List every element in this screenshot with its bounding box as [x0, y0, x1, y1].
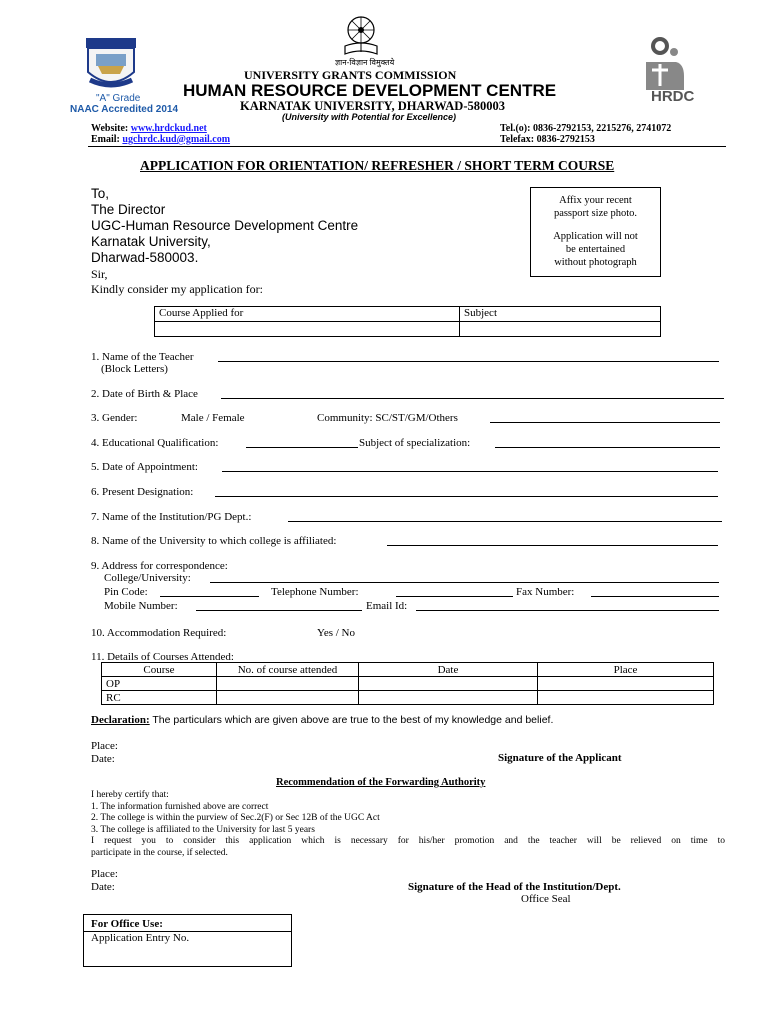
photo-box[interactable] [530, 187, 661, 277]
courses-header-date: Date [359, 663, 538, 677]
rc-place-cell[interactable] [538, 691, 714, 705]
office-seal-label: Office Seal [521, 893, 571, 905]
photo-line-1: Affix your recent [559, 195, 632, 206]
op-count-cell[interactable] [217, 677, 359, 691]
field-1-label: 1. Name of the Teacher [91, 351, 194, 363]
op-date-cell[interactable] [359, 677, 538, 691]
pin-field[interactable] [160, 596, 259, 597]
office-use-title: For Office Use: [91, 918, 163, 930]
course-row-rc: RC [102, 691, 217, 705]
address-block [91, 186, 358, 266]
website-row [91, 123, 207, 134]
qualification-field[interactable] [246, 447, 358, 448]
field-8-label: 8. Name of the University to which college is affiliated: [91, 535, 337, 547]
email-id-label: Email Id: [366, 600, 408, 612]
naac-text: NAAC Accredited 2014 [70, 104, 179, 115]
recommendation-line-4: I request you to consider this application which is necessary for his/her promotion and the teacher will be relieved on time to [91, 836, 725, 846]
hrdc-logo-text: HRDC [651, 88, 695, 105]
recommendation-line-1: 1. The information furnished above are correct [91, 801, 269, 812]
place-label-2: Place: [91, 868, 118, 880]
request-text: Kindly consider my application for: [91, 282, 263, 296]
course-row-op: OP [102, 677, 217, 691]
grade-text: "A" Grade [96, 93, 141, 104]
email-id-field[interactable] [416, 610, 719, 611]
field-3-label: 3. Gender: [91, 412, 138, 424]
community-field[interactable] [490, 422, 720, 423]
fax-label: Fax Number: [516, 586, 575, 598]
header-divider [88, 146, 726, 147]
rc-date-cell[interactable] [359, 691, 538, 705]
rc-count-cell[interactable] [217, 691, 359, 705]
address-line-1: The Director [91, 202, 166, 217]
ugc-title: UNIVERSITY GRANTS COMMISSION [244, 68, 457, 82]
course-applied-table [154, 306, 661, 337]
appointment-date-field[interactable] [222, 471, 718, 472]
recommendation-title: Recommendation of the Forwarding Authority [276, 777, 486, 788]
place-label: Place: [91, 740, 118, 752]
declaration-label: Declaration: [91, 714, 150, 726]
email-label: Email: [91, 134, 123, 145]
table-row [102, 677, 714, 691]
course-applied-cell[interactable] [155, 322, 460, 337]
head-signature-label: Signature of the Head of the Institution/Dept. [408, 881, 621, 893]
recommendation-line-5: participate in the course, if selected. [91, 847, 228, 858]
website-link[interactable]: www.hrdckud.net [130, 123, 207, 134]
affiliating-university-field[interactable] [387, 545, 718, 546]
specialization-label: Subject of specialization: [359, 437, 471, 449]
field-5-label: 5. Date of Appointment: [91, 461, 198, 473]
applicant-signature-label: Signature of the Applicant [498, 752, 622, 764]
tagline: (University with Potential for Excellence) [282, 112, 457, 122]
declaration-text: The particulars which are given above are true to the best of my knowledge and belief. [149, 714, 554, 726]
photo-line-4: be entertained [565, 244, 626, 255]
website-label: Website: [91, 123, 131, 134]
community-label: Community: SC/ST/GM/Others [317, 412, 458, 424]
teacher-name-field[interactable] [218, 361, 719, 362]
field-4-label: 4. Educational Qualification: [91, 437, 219, 449]
centre-title: HUMAN RESOURCE DEVELOPMENT CENTRE [183, 81, 557, 100]
accommodation-options[interactable]: Yes / No [317, 627, 356, 639]
courses-attended-table [101, 662, 714, 705]
date-label-2: Date: [91, 881, 115, 893]
table-row [102, 691, 714, 705]
recommendation-body [91, 790, 725, 859]
fax-field[interactable] [591, 596, 719, 597]
address-to: To, [91, 186, 110, 201]
application-entry-label: Application Entry No. [91, 932, 190, 944]
pin-label: Pin Code: [104, 586, 148, 598]
college-field[interactable] [210, 582, 719, 583]
dob-place-field[interactable] [221, 398, 724, 399]
op-place-cell[interactable] [538, 677, 714, 691]
specialization-field[interactable] [495, 447, 720, 448]
gender-options[interactable]: Male / Female [181, 412, 245, 424]
field-11-label: 11. Details of Courses Attended: [91, 651, 234, 663]
university-title: KARNATAK UNIVERSITY, DHARWAD-580003 [240, 99, 505, 113]
declaration [91, 714, 553, 726]
field-7-label: 7. Name of the Institution/PG Dept.: [91, 511, 252, 523]
field-6-label: 6. Present Designation: [91, 486, 194, 498]
email-link[interactable]: ugchrdc.kud@gmail.com [122, 134, 231, 145]
photo-line-3: Application will not [553, 231, 638, 242]
course-applied-header: Course Applied for [155, 307, 460, 322]
recommendation-line-0: I hereby certify that: [91, 790, 169, 800]
field-2-label: 2. Date of Birth & Place [91, 388, 198, 400]
courses-header-count: No. of course attended [217, 663, 359, 677]
mobile-label: Mobile Number: [104, 600, 178, 612]
email-row [91, 134, 230, 145]
address-line-3: Karnatak University, [91, 234, 211, 249]
address-line-4: Dharwad-580003. [91, 250, 199, 265]
ugc-emblem-icon [339, 14, 383, 58]
field-1-hint: (Block Letters) [101, 363, 168, 375]
subject-cell[interactable] [460, 322, 661, 337]
form-title: APPLICATION FOR ORIENTATION/ REFRESHER / SHORT TERM COURSE [140, 158, 615, 173]
photo-line-5: without photograph [554, 257, 637, 268]
courses-header-place: Place [538, 663, 714, 677]
courses-header-course: Course [102, 663, 217, 677]
address-line-2: UGC-Human Resource Development Centre [91, 218, 359, 233]
recommendation-line-2: 2. The college is within the purview of Sec.2(F) or Sec 12B of the UGC Act [91, 813, 380, 823]
fax-text: Telefax: 0836-2792153 [500, 134, 595, 145]
mobile-field[interactable] [196, 610, 362, 611]
photo-line-2: passport size photo. [553, 208, 638, 219]
telephone-label: Telephone Number: [271, 586, 359, 598]
tel-text: Tel.(o): 0836-2792153, 2215276, 2741072 [500, 123, 672, 134]
subject-header: Subject [460, 307, 661, 322]
emblem-motto: ज्ञान-विज्ञान विमुक्तये [335, 58, 395, 67]
field-9-label: 9. Address for correspondence: [91, 560, 228, 572]
telephone-field[interactable] [396, 596, 513, 597]
recommendation-line-3: 3. The college is affiliated to the University for last 5 years [91, 824, 315, 835]
field-10-label: 10. Accommodation Required: [91, 627, 227, 639]
institution-field[interactable] [288, 521, 722, 522]
hrdc-logo [644, 34, 708, 94]
university-logo [84, 36, 138, 92]
salutation: Sir, [91, 267, 108, 281]
designation-field[interactable] [215, 496, 718, 497]
college-label: College/University: [104, 572, 191, 584]
date-label: Date: [91, 753, 115, 765]
office-use-box [83, 914, 292, 967]
